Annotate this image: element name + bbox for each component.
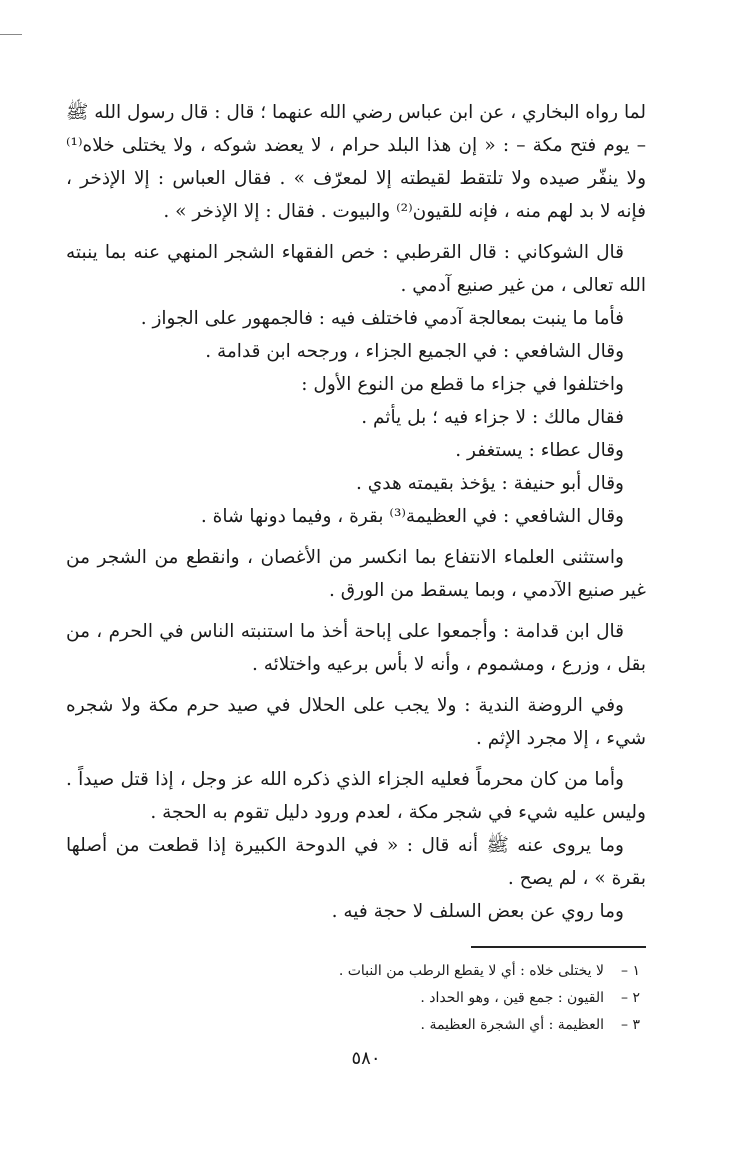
footnote-text: القيون : جمع قين ، وهو الحداد . bbox=[420, 990, 604, 1006]
list-item: وقال أبو حنيفة : يؤخذ بقيمته هدي . bbox=[356, 473, 624, 494]
paragraph-rawda: وفي الروضة الندية : ولا يجب على الحلال في صيد حرم مكة ولا شجره شيء ، إلا مجرد الإثم . bbox=[66, 695, 646, 749]
paragraph-muhrim: وأما من كان محرماً فعليه الجزاء الذي ذكره الله عز وجل ، إذا قتل صيداً . وليس عليه شيء في شجر مكة ، لعدم ورود دليل تقوم به الحجة . bbox=[66, 769, 646, 823]
page-number: ٥٨٠ bbox=[351, 1048, 381, 1069]
footnote-text: العظيمة : أي الشجرة العظيمة . bbox=[420, 1017, 604, 1033]
paragraph-hadith: لما رواه البخاري ، عن ابن عباس رضي الله عنهما ؛ قال : قال رسول الله ﷺ – يوم فتح مكة – : « إن هذا البلد حرام ، لا يعضد شوكه ، ولا يختلى خلاه⁽¹⁾ ولا ينفّر صيده ولا تلتقط لقيطته إلا لمعرّف » . فقال العباس : إلا الإذخر ، فإنه لا بد لهم منه ، فإنه للقيون⁽²⁾ والبيوت . فقال : إلا الإذخر » . bbox=[66, 102, 646, 222]
paragraph-dawha: وما يروى عنه ﷺ أنه قال : « في الدوحة الكبيرة إذا قطعت من أصلها بقرة » ، لم يصح . bbox=[66, 835, 646, 889]
paragraph-shawkani: قال الشوكاني : قال القرطبي : خص الفقهاء الشجر المنهي عنه بما ينبته الله تعالى ، من غير صنيع آدمي . bbox=[66, 242, 646, 296]
paragraph-salaf: وما روي عن بعض السلف لا حجة فيه . bbox=[331, 901, 624, 922]
footnote-divider bbox=[471, 946, 646, 948]
footnote-text: لا يختلى خلاه : أي لا يقطع الرطب من النبات . bbox=[338, 963, 604, 979]
page-body bbox=[66, 96, 646, 1039]
footnote-number: ٢ – bbox=[621, 990, 640, 1006]
list-item: فقال مالك : لا جزاء فيه ؛ بل يأثم . bbox=[361, 407, 624, 428]
footnote bbox=[66, 985, 646, 1012]
paragraph-exception: واستثنى العلماء الانتفاع بما انكسر من الأغصان ، وانقطع من الشجر من غير صنيع الآدمي ، وبما يسقط من الورق . bbox=[66, 547, 646, 601]
footnote bbox=[66, 958, 646, 985]
list-item: وقال الشافعي : في العظيمة⁽³⁾ بقرة ، وفيما دونها شاة . bbox=[200, 506, 624, 527]
paragraph-ibn-qudama: قال ابن قدامة : وأجمعوا على إباحة أخذ ما استنبته الناس في الحرم ، من بقل ، وزرع ، ومشموم ، وأنه لا بأس برعيه واختلائه . bbox=[66, 621, 646, 675]
footnote-number: ١ – bbox=[621, 963, 640, 979]
list-item: وقال الشافعي : في الجميع الجزاء ، ورجحه ابن قدامة . bbox=[205, 341, 624, 362]
footnote bbox=[66, 1012, 646, 1039]
list-item: فأما ما ينبت بمعالجة آدمي فاختلف فيه : فالجمهور على الجواز . bbox=[140, 308, 624, 329]
footnotes bbox=[66, 958, 646, 1039]
footnote-number: ٣ – bbox=[621, 1017, 640, 1033]
list-item: واختلفوا في جزاء ما قطع من النوع الأول : bbox=[301, 374, 624, 395]
corner-mark bbox=[0, 34, 22, 35]
list-item: وقال عطاء : يستغفر . bbox=[455, 440, 624, 461]
